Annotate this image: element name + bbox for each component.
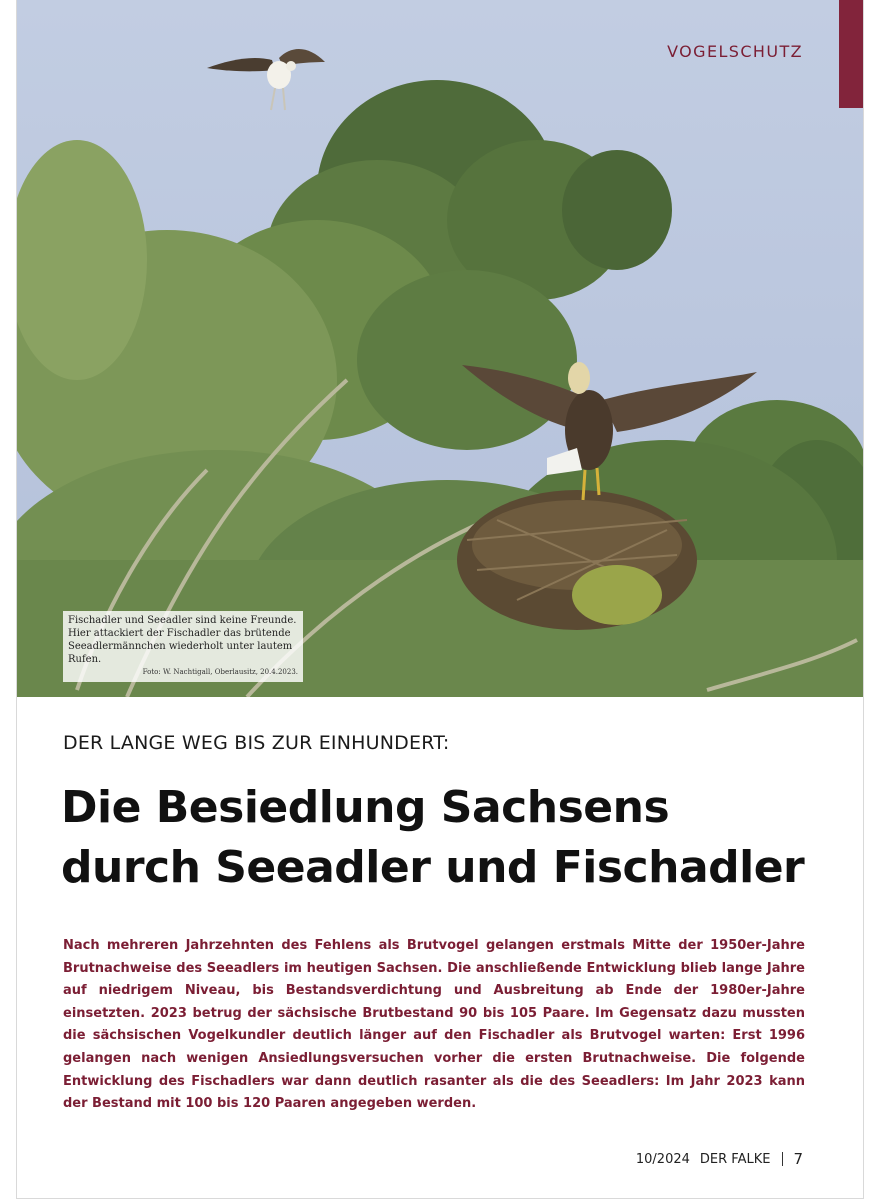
footer-separator bbox=[782, 1152, 783, 1166]
section-label: VOGELSCHUTZ bbox=[667, 42, 803, 61]
hero-photo bbox=[17, 0, 864, 697]
headline-line-2: durch Seeadler und Fischadler bbox=[61, 842, 805, 893]
magazine-page bbox=[16, 0, 864, 1199]
caption-text: Fischadler und Seeadler sind keine Freunde. Hier attackiert der Fischadler das brütende Seeadlermännchen wiederholt unter lautem Rufen. bbox=[68, 615, 297, 665]
nest bbox=[457, 490, 697, 630]
page-number: 7 bbox=[793, 1150, 803, 1168]
issue-number: 10/2024 bbox=[635, 1151, 690, 1167]
magazine-name: DER FALKE bbox=[699, 1151, 771, 1167]
page-footer bbox=[636, 1150, 803, 1168]
photo-credit: Foto: W. Nachtigall, Oberlausitz, 20.4.2023. bbox=[142, 668, 298, 676]
article-kicker: DER LANGE WEG BIS ZUR EINHUNDERT: bbox=[63, 732, 450, 754]
article-lead: Nach mehreren Jahrzehnten des Fehlens als Brutvogel gelangen erstmals Mitte der 1950er-Jahre Brutnachweise des Seeadlers im heutigen Sachsen. Die anschließende Entwicklung blieb lange Jahre auf niedrigem Niveau, bis Bestandsverdichtung und Ausbreitung ab Ende der 1980er-Jahre einsetzten. 2023 betrug der sächsische Brutbestand 90 bis 105 Paare. Im Gegensatz dazu mussten die sächsischen Vogelkundler deutlich länger auf den Fischadler als Brutvogel warten: Erst 1996 gelangen nach wenigen Ansiedlungsversuchen vorher die ersten Brutnachweise. Die folgende Entwicklung des Fischadlers war dann deutlich rasanter als die des Seeadlers: Im Jahr 2023 kann der Bestand mit 100 bis 120 Paaren angegeben werden. bbox=[63, 938, 805, 1112]
section-accent-bar bbox=[839, 0, 863, 108]
photo-caption bbox=[63, 611, 303, 682]
headline-line-1: Die Besiedlung Sachsens bbox=[61, 782, 670, 833]
article-headline bbox=[61, 778, 851, 898]
